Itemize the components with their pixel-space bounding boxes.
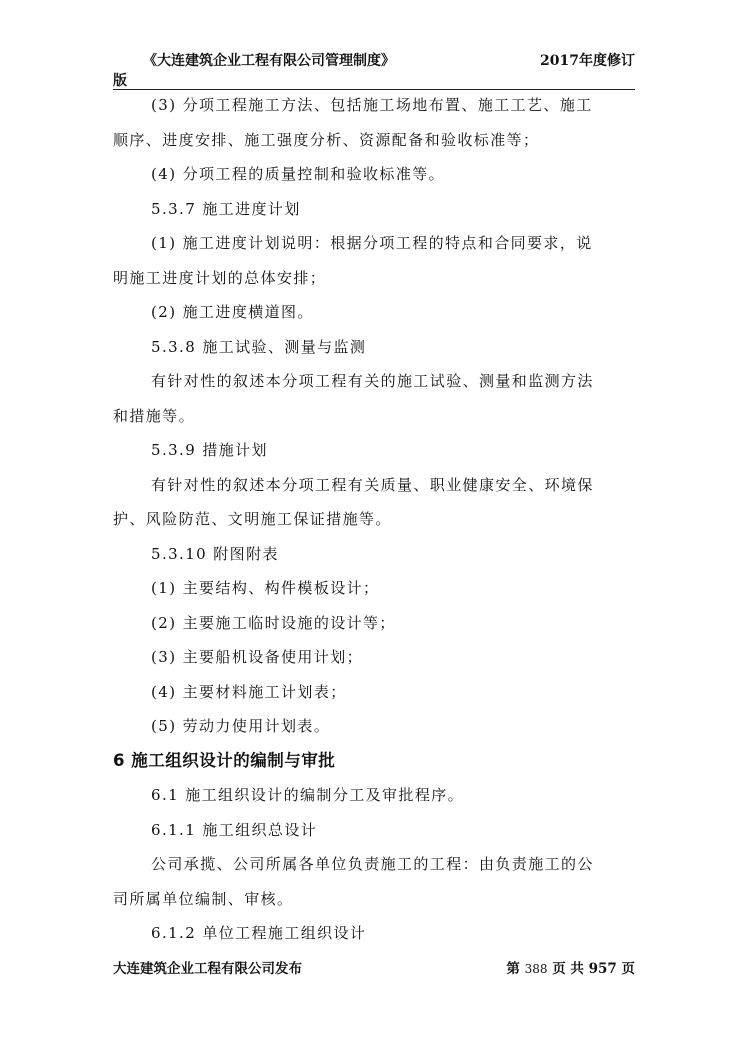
text-line: (5) 劳动力使用计划表。 — [151, 717, 331, 735]
text-line: 护、风险防范、文明施工保证措施等。 — [113, 510, 392, 528]
text-line: 顺序、进度安排、施工强度分析、资源配备和验收标准等； — [113, 130, 540, 149]
header-title: 《大连建筑企业工程有限公司管理制度》 — [143, 53, 395, 69]
page-total: 957 — [588, 961, 617, 977]
text-line: 5.3.7 施工进度计划 — [151, 199, 301, 218]
text-line: 明施工进度计划的总体安排； — [113, 268, 327, 287]
header-revision: 2017年度修订 — [540, 53, 635, 69]
page-current: 388 — [524, 962, 548, 976]
text-line: 司所属单位编制、审核。 — [113, 889, 294, 908]
text-line: 5.3.9 措施计划 — [151, 441, 268, 459]
text-line: 5.3.10 附图附表 — [151, 544, 279, 563]
document-body — [113, 88, 635, 951]
page-prefix: 第 — [506, 961, 520, 977]
footer-publisher: 大连建筑企业工程有限公司发布 — [113, 961, 302, 977]
text-line: 6.1.1 施工组织总设计 — [151, 820, 318, 839]
section-heading: 6 施工组织设计的编制与审批 — [113, 750, 336, 770]
text-line: (1) 施工进度计划说明：根据分项工程的特点和合同要求，说 — [151, 234, 593, 252]
text-line: 有针对性的叙述本分项工程有关质量、职业健康安全、环境保 — [151, 475, 594, 494]
text-line: 5.3.8 施工试验、测量与监测 — [151, 337, 367, 356]
text-line: 和措施等。 — [113, 406, 196, 425]
text-line: (1) 主要结构、构件模板设计； — [151, 579, 380, 597]
text-line: (2) 主要施工临时设施的设计等； — [151, 613, 396, 632]
text-line: (4) 分项工程的质量控制和验收标准等。 — [151, 165, 446, 183]
text-line: 有针对性的叙述本分项工程有关的施工试验、测量和监测方法 — [151, 372, 594, 390]
text-line: (2) 施工进度横道图。 — [151, 303, 314, 321]
page-mid: 页 共 — [552, 961, 584, 977]
page-number — [506, 960, 635, 978]
text-line: (3) 分项工程施工方法、包括施工场地布置、施工工艺、施工 — [151, 96, 593, 114]
page-suffix: 页 — [621, 961, 635, 977]
header-revision-continued: 版 — [113, 73, 127, 89]
text-line: 6.1 施工组织设计的编制分工及审批程序。 — [151, 786, 465, 804]
text-line: (4) 主要材料施工计划表； — [151, 682, 347, 701]
text-line: 公司承揽、公司所属各单位负责施工的工程：由负责施工的公 — [151, 855, 594, 873]
text-line: (3) 主要船机设备使用计划； — [151, 648, 364, 666]
text-line: 6.1.2 单位工程施工组织设计 — [151, 924, 367, 942]
